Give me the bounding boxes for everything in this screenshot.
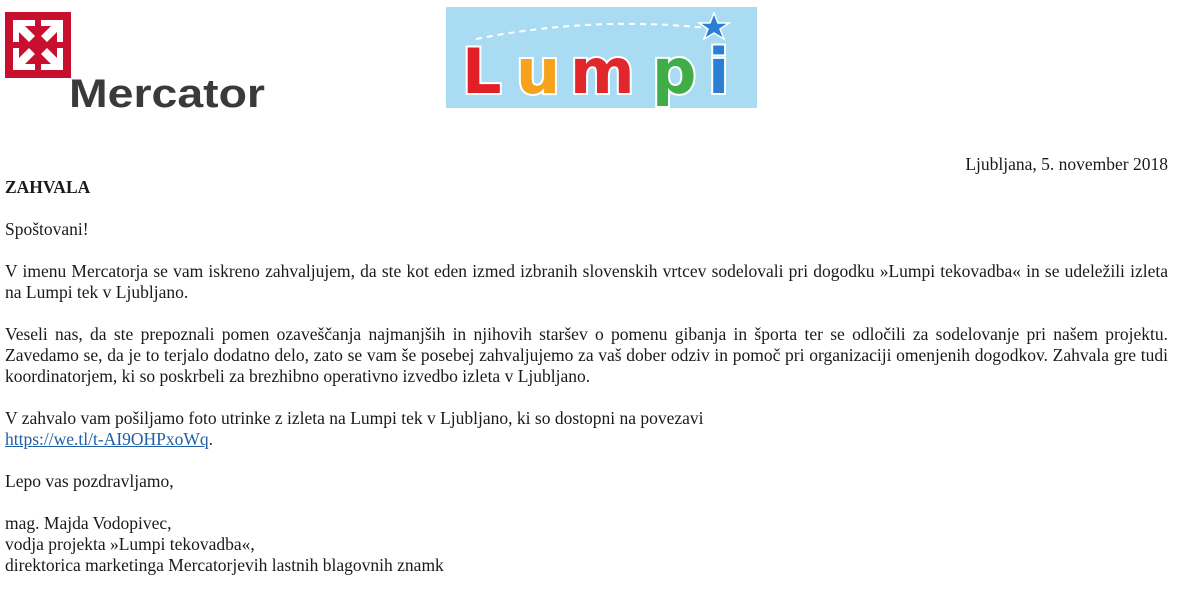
svg-text:m: m [570, 35, 635, 108]
letter-closing: Lepo vas pozdravljamo, [5, 471, 174, 491]
letter-paragraph-3 [5, 408, 1168, 450]
letter-paragraph-1: V imenu Mercatorja se vam iskreno zahvaljujem, da ste kot eden izmed izbranih slovenskih vrtcev sodelovali pri dogodku »Lumpi tekovadba« in se udeležili izleta na Lumpi tek v Ljubljano. [5, 261, 1168, 302]
letter-paragraph-3-text: V zahvalo vam pošiljamo foto utrinke z izleta na Lumpi tek v Ljubljano, ki so dostopni na povezavi [5, 408, 704, 428]
mercator-logo [5, 12, 267, 110]
lumpi-logo-graphic [446, 7, 757, 108]
letter-title: ZAHVALA [5, 177, 91, 197]
signature-role-2: direktorica marketinga Mercatorjevih lastnih blagovnih znamk [5, 555, 444, 575]
mercator-logo-text: Mercator [69, 72, 265, 110]
letter-date: Ljubljana, 5. november 2018 [965, 154, 1168, 174]
letter-body [5, 177, 1168, 576]
photos-link[interactable]: https://we.tl/t-AI9OHPxoWq [5, 429, 209, 449]
letter-greeting: Spoštovani! [5, 219, 89, 239]
mercator-logo-graphic [5, 12, 267, 110]
signature-role-1: vodja projekta »Lumpi tekovadba«, [5, 534, 255, 554]
svg-text:u: u [516, 35, 561, 108]
svg-text:L: L [462, 35, 502, 108]
svg-text:p: p [652, 35, 697, 108]
signature-block [5, 513, 1168, 576]
link-suffix: . [208, 429, 214, 449]
svg-text:i: i [708, 35, 730, 108]
letter-paragraph-2: Veseli nas, da ste prepoznali pomen ozaveščanja najmanjših in njihovih staršev o pomenu gibanja in športa ter se odločili za sodelovanje pri našem projektu. Zavedamo se, da je to terjalo dodatno delo, zato se vam še posebej zahvaljujemo za vaš dober odziv in pomoč pri organizaciji omenjenih dogodkov. Zahvala gre tudi koordinatorjem, ki so poskrbeli za brezhibno operativno izvedbo izleta v Ljubljano. [5, 324, 1168, 386]
signature-name: mag. Majda Vodopivec, [5, 513, 172, 533]
lumpi-logo [446, 7, 757, 108]
